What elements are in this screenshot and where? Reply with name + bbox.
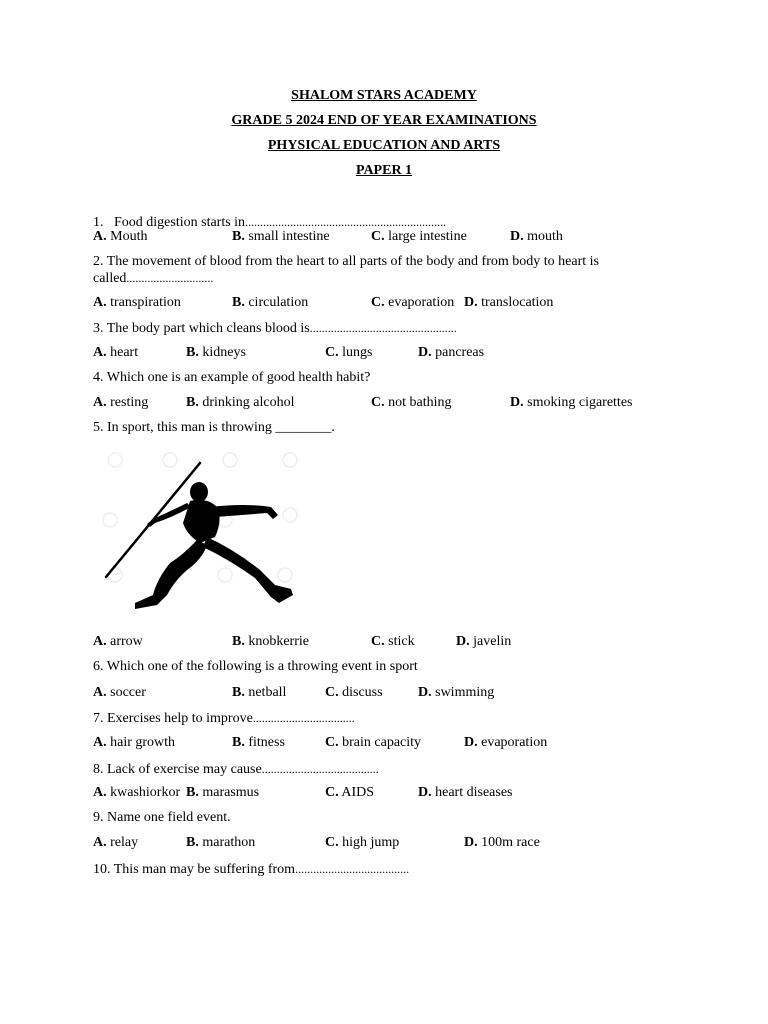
question-text: Which one is an example of good health habit? xyxy=(106,370,371,385)
question-number: 2. xyxy=(93,254,104,269)
question-8 xyxy=(93,761,379,778)
question-number: 6. xyxy=(93,659,104,674)
javelin-thrower-image xyxy=(95,445,305,625)
answer-blank: ....................................... xyxy=(261,762,379,776)
option-c: C. discuss xyxy=(325,685,383,700)
question-number: 9. xyxy=(93,810,104,825)
question-4 xyxy=(93,370,370,386)
question-number: 10. xyxy=(93,862,111,877)
option-c: C. brain capacity xyxy=(325,735,422,750)
option-d: D. swimming xyxy=(418,685,495,700)
question-3 xyxy=(93,320,457,337)
question-5 xyxy=(93,420,335,436)
javelin-thrower-silhouette xyxy=(95,445,305,625)
option-c: C. lungs xyxy=(325,345,373,360)
paper-title: PAPER 1 xyxy=(355,163,413,178)
answer-blank: ................................................................... xyxy=(245,215,447,229)
option-d: D. 100m race xyxy=(464,835,540,850)
question-text: In sport, this man is throwing ________. xyxy=(107,420,335,435)
option-c: C. large intestine xyxy=(371,229,467,244)
question-text: Which one of the following is a throwing event in sport xyxy=(106,659,418,674)
option-a: A. kwashiorkor xyxy=(93,785,181,800)
option-c: C. stick xyxy=(371,634,415,649)
question-7 xyxy=(93,710,355,727)
option-d: D. mouth xyxy=(510,229,563,244)
option-d: D. translocation xyxy=(464,295,554,310)
question-text: The movement of blood from the heart to all parts of the body and from body to heart is called xyxy=(93,254,599,286)
option-b: B. small intestine xyxy=(232,229,330,244)
option-d: D. heart diseases xyxy=(418,785,513,800)
question-text: This man may be suffering from xyxy=(113,862,296,877)
subject-title: PHYSICAL EDUCATION AND ARTS xyxy=(267,138,501,153)
question-number: 8. xyxy=(93,762,104,777)
answer-blank: ................................................. xyxy=(309,321,457,335)
option-b: B. knobkerrie xyxy=(232,634,309,649)
option-c: C. AIDS xyxy=(325,785,375,800)
question-text: Name one field event. xyxy=(107,810,231,825)
question-text: Food digestion starts in xyxy=(114,215,246,230)
option-b: B. marathon xyxy=(186,835,256,850)
option-d: D. javelin xyxy=(456,634,512,649)
question-number: 1. xyxy=(93,215,104,230)
option-a: A. arrow xyxy=(93,634,143,649)
option-c: C. evaporation xyxy=(371,295,455,310)
option-d: D. smoking cigarettes xyxy=(510,395,633,410)
exam-title: GRADE 5 2024 END OF YEAR EXAMINATIONS xyxy=(231,113,537,128)
question-text: Exercises help to improve xyxy=(107,711,253,726)
question-number: 5. xyxy=(93,420,104,435)
option-a: A. relay xyxy=(93,835,139,850)
question-9 xyxy=(93,810,231,826)
school-name: SHALOM STARS ACADEMY xyxy=(291,88,477,103)
option-b: B. drinking alcohol xyxy=(186,395,295,410)
option-a: A. soccer xyxy=(93,685,146,700)
option-b: B. circulation xyxy=(232,295,309,310)
answer-blank: .................................. xyxy=(252,711,355,725)
option-b: B. kidneys xyxy=(186,345,246,360)
option-c: C. not bathing xyxy=(371,395,452,410)
question-number: 7. xyxy=(93,711,104,726)
question-2 xyxy=(93,254,623,287)
option-d: D. evaporation xyxy=(464,735,548,750)
question-10 xyxy=(93,861,409,878)
option-b: B. netball xyxy=(232,685,287,700)
question-6 xyxy=(93,659,418,675)
question-number: 4. xyxy=(93,370,104,385)
option-a: A. transpiration xyxy=(93,295,181,310)
question-text: Lack of exercise may cause xyxy=(107,762,262,777)
option-b: B. marasmus xyxy=(186,785,260,800)
question-text: The body part which cleans blood is xyxy=(106,321,310,336)
answer-blank: ............................. xyxy=(126,271,214,285)
option-b: B. fitness xyxy=(232,735,285,750)
option-d: D. pancreas xyxy=(418,345,485,360)
option-a: A. Mouth xyxy=(93,229,148,244)
option-a: A. hair growth xyxy=(93,735,176,750)
option-a: A. heart xyxy=(93,345,139,360)
answer-blank: ...................................... xyxy=(295,862,410,876)
option-a: A. resting xyxy=(93,395,149,410)
question-number: 3. xyxy=(93,321,104,336)
option-c: C. high jump xyxy=(325,835,400,850)
